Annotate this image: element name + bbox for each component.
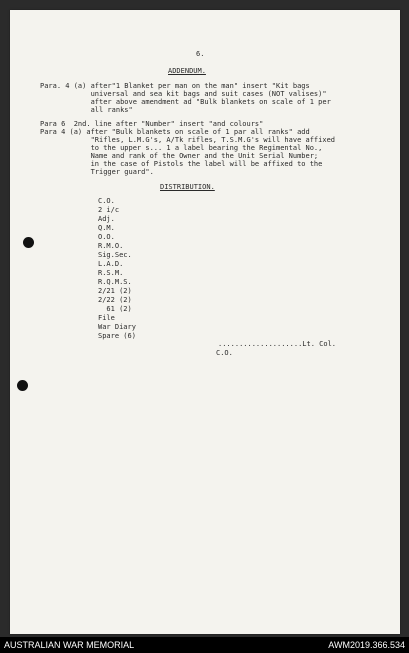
distribution-item: War Diary (98, 323, 136, 331)
page-number: 6. (196, 50, 205, 58)
amendment-line: all ranks" (40, 106, 133, 114)
amendment-line: Para 4 (a) after "Bulk blankets on scale of 1 par all ranks" add (40, 128, 310, 136)
amendment-line: Para. 4 (a) after"1 Blanket per man on the man" insert "Kit bags (40, 82, 310, 90)
distribution-item: Sig.Sec. (98, 251, 132, 259)
distribution-item: R.M.O. (98, 242, 124, 250)
amendment-line: after above amendment ad "Bulk blankets on scale of 1 per (40, 98, 331, 106)
amendment-line: "Rifles, L.M.G's, A/Tk rifles, T.S.M.G's will have affixed (40, 136, 336, 144)
punch-hole (23, 237, 34, 248)
distribution-item: Adj. (98, 215, 115, 223)
punch-hole (17, 380, 28, 391)
distribution-item: 2/22 (2) (98, 296, 132, 304)
amendment-line: universal and sea kit bags and suit cases (NOT valises)" (40, 90, 327, 98)
amendment-line: Trigger guard". (40, 168, 154, 176)
distribution-item: 2 i/c (98, 206, 120, 214)
distribution-item: 2/21 (2) (98, 287, 132, 295)
footer-accession-id: AWM2019.366.534 (328, 640, 405, 650)
distribution-item: R.S.M. (98, 269, 124, 277)
amendment-line: to the upper s... 1 a label bearing the Regimental No., (40, 144, 323, 152)
distribution-item: L.A.D. (98, 260, 124, 268)
distribution-item: Spare (6) (98, 332, 136, 340)
footer-bar (0, 637, 409, 653)
distribution-item: Q.M. (98, 224, 115, 232)
footer-source: AUSTRALIAN WAR MEMORIAL (4, 640, 135, 650)
distribution-item: File (98, 314, 115, 322)
distribution-item: R.Q.M.S. (98, 278, 132, 286)
distribution-item: C.O. (98, 197, 115, 205)
amendment-line: Name and rank of the Owner and the Unit Serial Number; (40, 152, 319, 160)
distribution-item: O.O. (98, 233, 115, 241)
distribution-heading: DISTRIBUTION. (160, 183, 215, 191)
addendum-heading: ADDENDUM. (168, 67, 206, 75)
signature-line: ....................Lt. Col. (218, 340, 337, 348)
amendment-line: in the case of Pistols the label will be affixed to the (40, 160, 323, 168)
distribution-item: 61 (2) (98, 305, 132, 313)
amendment-line: Para 6 2nd. line after "Number" insert "and colours" (40, 120, 264, 128)
document-page (10, 10, 400, 634)
signature-title: C.O. (216, 349, 233, 357)
